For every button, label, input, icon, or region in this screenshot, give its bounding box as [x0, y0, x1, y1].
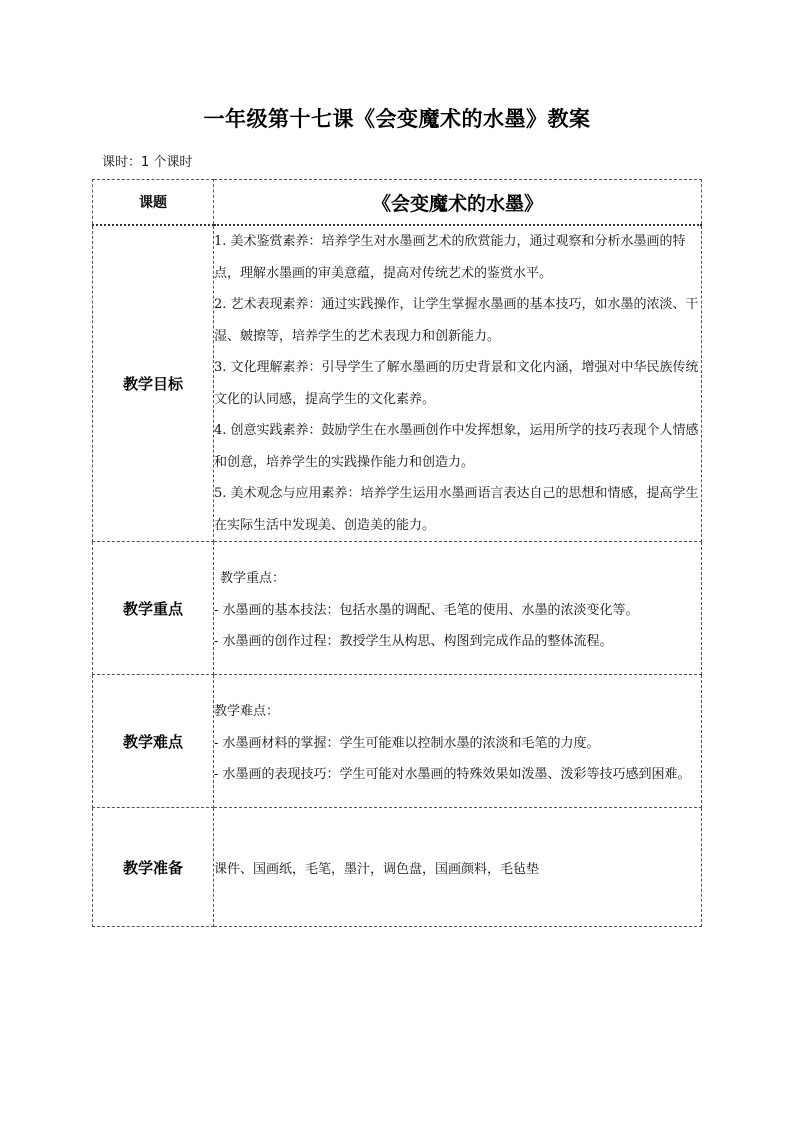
key-point-item: - 水墨画的基本技法：包括水墨的调配、毛笔的使用、水墨的浓淡变化等。 [214, 602, 639, 618]
lesson-plan-table [92, 179, 702, 927]
key-points-row [93, 542, 702, 675]
difficulties-heading: 教学难点： [214, 704, 280, 720]
goal-item: 1. 美术鉴赏素养：培养学生对水墨画艺术的欣赏能力，通过观察和分析水墨画的特点，理解水墨画的审美意蕴，提高对传统艺术的鉴赏水平。 [214, 234, 686, 281]
difficulty-item: - 水墨画材料的掌握：学生可能难以控制水墨的浓淡和毛笔的力度。 [214, 735, 600, 751]
goals-content [214, 225, 702, 542]
goals-label: 教学目标 [93, 225, 214, 542]
goal-item: 5. 美术观念与应用素养：培养学生运用水墨画语言表达自己的思想和情感，提高学生在实际生活中发现美、创造美的能力。 [214, 486, 699, 533]
document-title: 一年级第十七课《会变魔术的水墨》教案 [203, 107, 591, 131]
key-points-heading: 教学重点： [220, 571, 286, 587]
lesson-period: 课时：1 个课时 [102, 155, 193, 170]
topic-row [93, 180, 702, 226]
difficulties-row [93, 675, 702, 808]
difficulties-content [214, 675, 702, 808]
preparation-content: 课件、国画纸，毛笔，墨汁，调色盘，国画颜料，毛毡垫 [214, 808, 702, 927]
goal-item: 4. 创意实践素养：鼓励学生在水墨画创作中发挥想象，运用所学的技巧表现个人情感和创意，培养学生的实践操作能力和创造力。 [214, 423, 699, 470]
goal-item: 2. 艺术表现素养：通过实践操作，让学生掌握水墨画的基本技巧，如水墨的浓淡、干湿、皴擦等，培养学生的艺术表现力和创新能力。 [214, 297, 699, 344]
key-points-content [214, 542, 702, 675]
goal-item: 3. 文化理解素养：引导学生了解水墨画的历史背景和文化内涵，增强对中华民族传统文化的认同感，提高学生的文化素养。 [214, 360, 699, 407]
topic-label: 课题 [93, 180, 214, 226]
topic-value: 《会变魔术的水墨》 [214, 180, 702, 226]
preparation-label: 教学准备 [93, 808, 214, 927]
goals-row [93, 225, 702, 542]
preparation-row [93, 808, 702, 927]
key-point-item: - 水墨画的创作过程：教授学生从构思、构图到完成作品的整体流程。 [214, 634, 613, 650]
difficulties-label: 教学难点 [93, 675, 214, 808]
key-points-label: 教学重点 [93, 542, 214, 675]
difficulty-item: - 水墨画的表现技巧：学生可能对水墨画的特殊效果如泼墨、泼彩等技巧感到困难。 [214, 767, 691, 783]
